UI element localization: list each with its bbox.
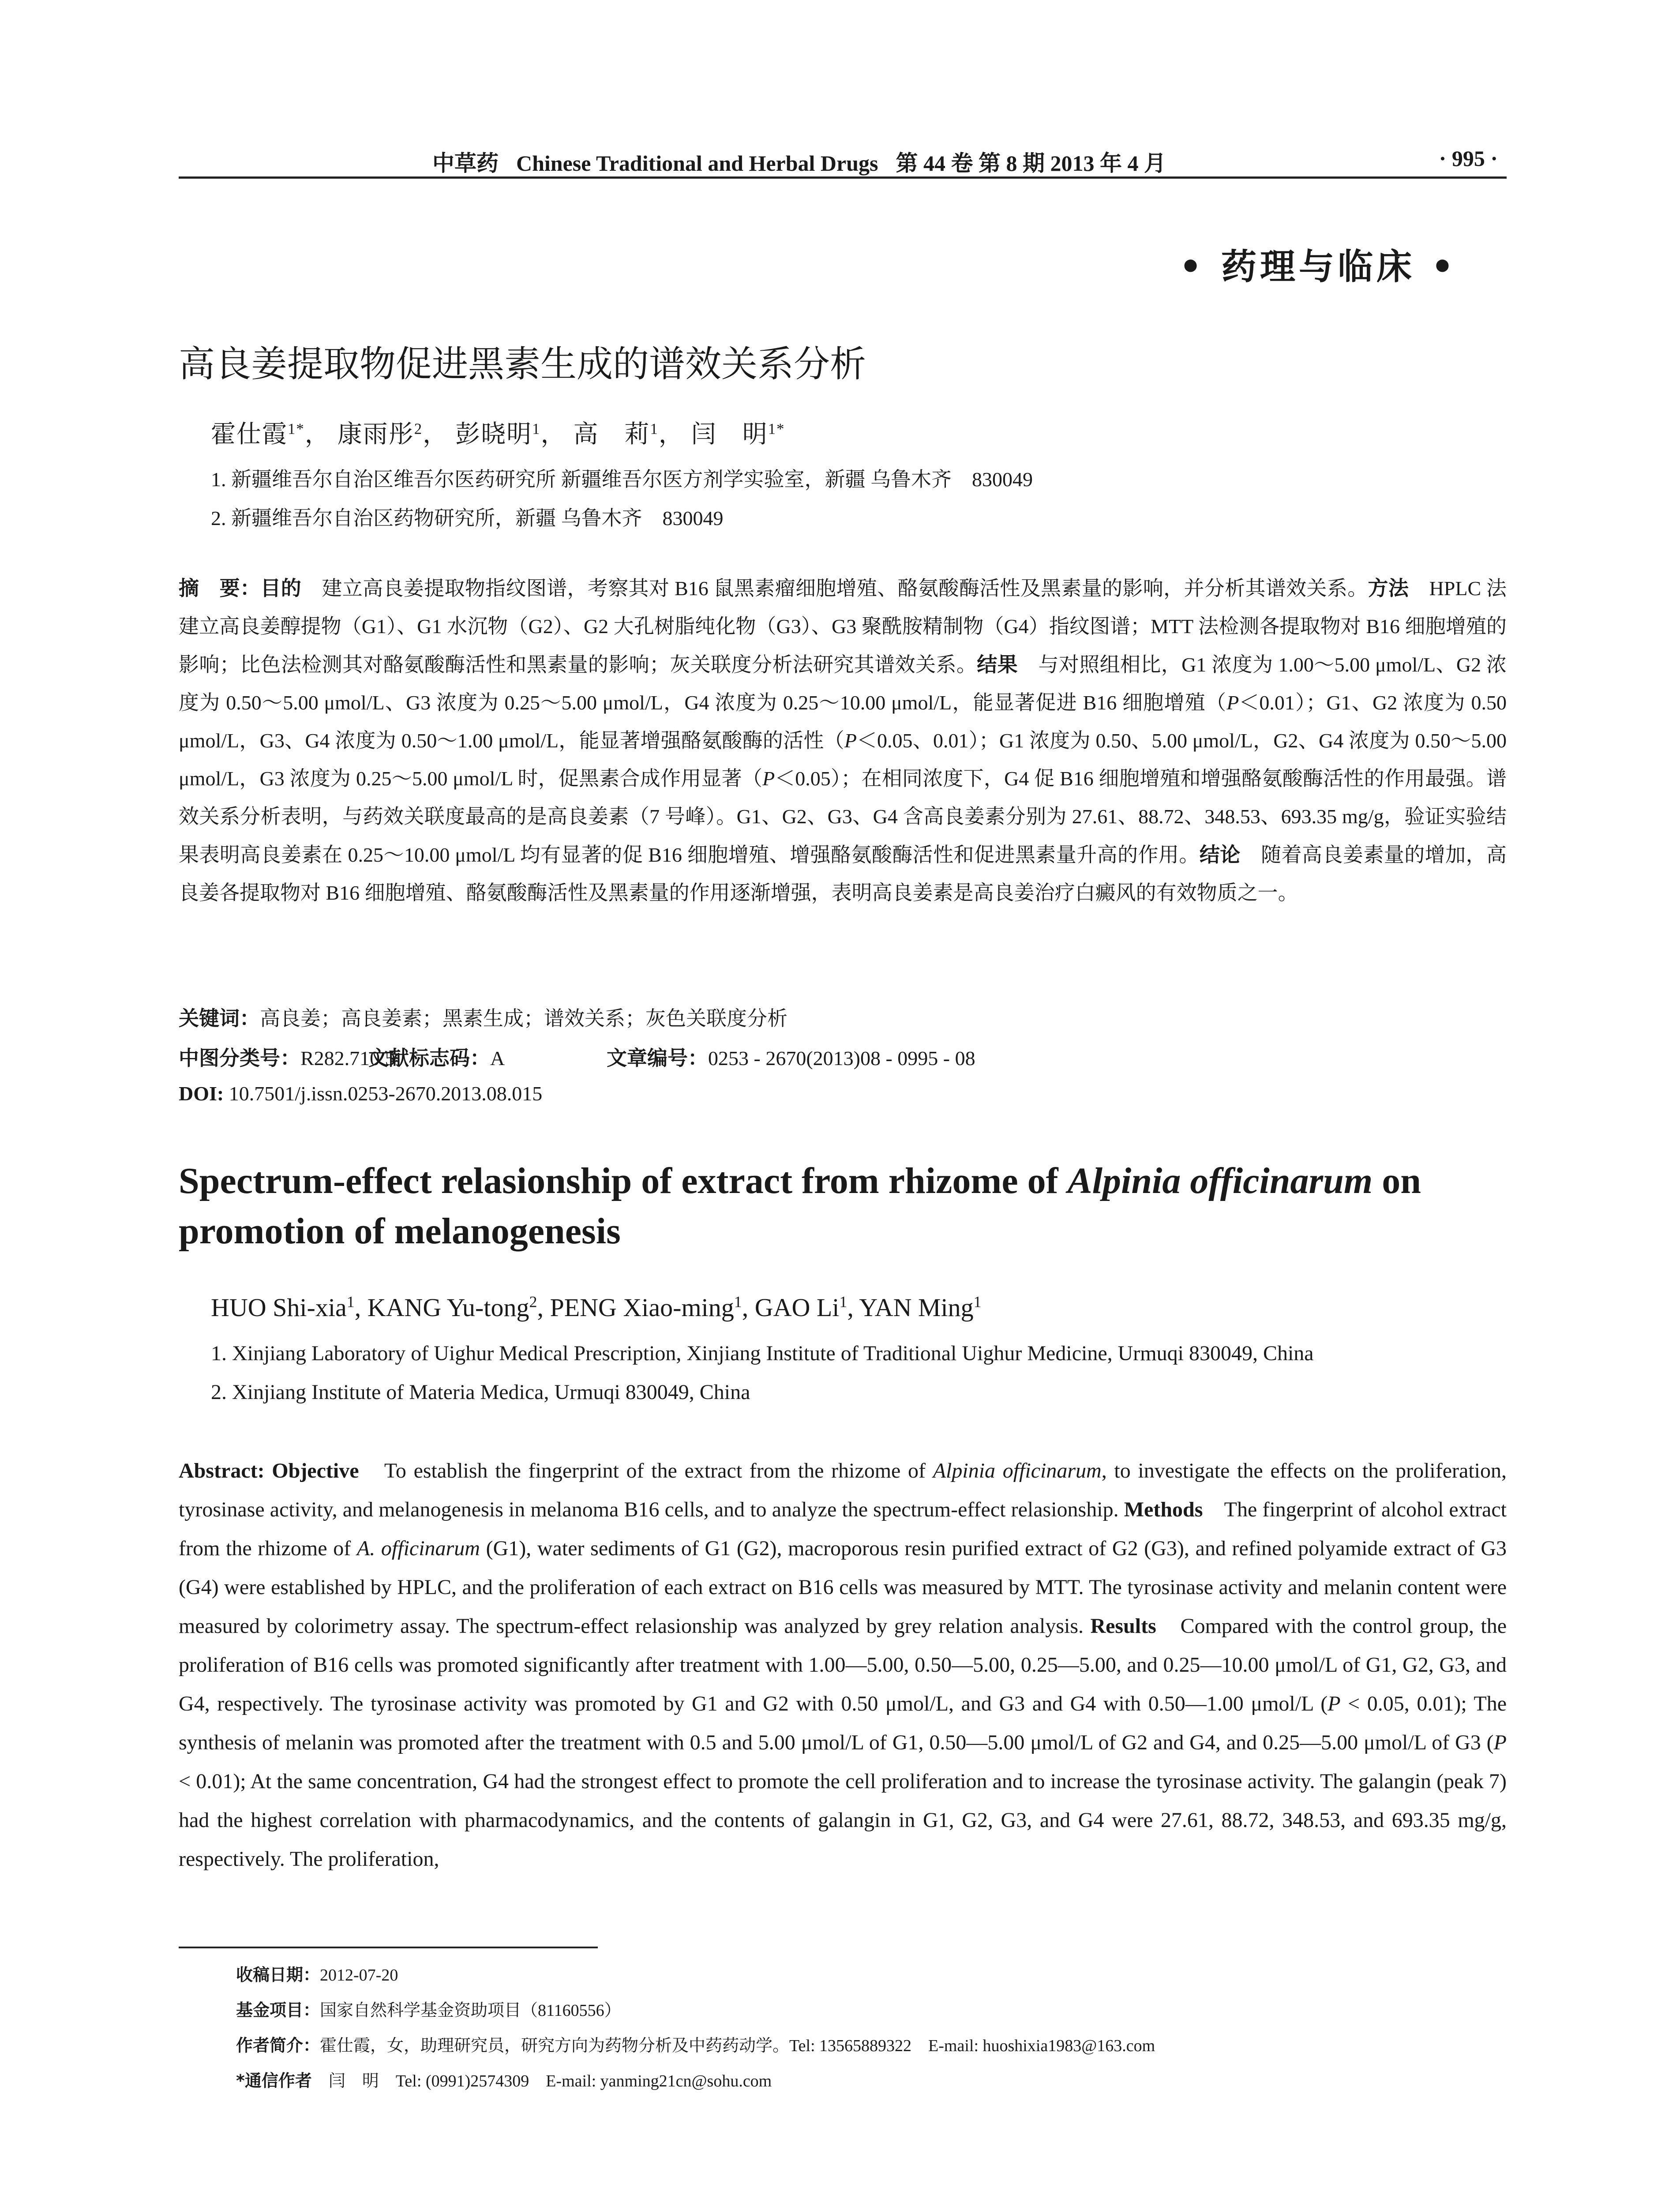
- author-affiliation-mark: 1: [839, 1293, 848, 1311]
- author-name: 高 莉: [573, 421, 650, 448]
- article-number-label: 文章编号：: [607, 1046, 708, 1070]
- keywords-value: 高良姜；高良姜素；黑素生成；谱效关系；灰色关联度分析: [260, 1007, 788, 1030]
- doi-label: DOI:: [179, 1082, 224, 1105]
- section-heading: • 药理与临床 •: [1179, 246, 1457, 287]
- species-name: Alpinia officinarum: [933, 1459, 1102, 1482]
- author-name: HUO Shi-xia: [211, 1293, 347, 1322]
- methods-text: HPLC 法建立高良姜醇提物（G1）、G1 水沉物（G2）、G2 大孔树脂纯化物（G3）、G3 聚酰胺精制物（G4）指纹图谱；MTT 法检测各提取物对 B16 细胞增殖的影响；比色法检测其对酪氨酸酶活性和黑素量的影响；灰关联度分析法研究其谱效关系。: [179, 577, 1507, 676]
- affiliation-en: 2. Xinjiang Institute of Materia Medica, Urmuqi 830049, China: [211, 1381, 750, 1404]
- methods-text: The fingerprint of alcohol extract from the rhizome of: [179, 1498, 1507, 1560]
- journal-name-cn: 中草药: [432, 150, 499, 176]
- clc-label: 中图分类号：: [179, 1046, 300, 1070]
- author-affiliation-mark: 1: [734, 1293, 742, 1311]
- author-name: PENG Xiao-ming: [550, 1293, 734, 1322]
- footnote-corresponding: [236, 2067, 772, 2091]
- p-value-symbol: P: [844, 729, 857, 752]
- doc-code-label: 文献标志码：: [368, 1046, 490, 1070]
- objective-text: 建立高良姜提取物指纹图谱，考察其对 B16 鼠黑素瘤细胞增殖、酪氨酸酶活性及黑素量的影响，并分析其谱效关系。: [301, 577, 1368, 600]
- author-name: 霍仕霞: [211, 421, 288, 448]
- received-value: 2012-07-20: [320, 1966, 398, 1985]
- corresponding-value: 闫 明 Tel: (0991)2574309 E-mail: yanming21cn@sohu.com: [311, 2072, 772, 2090]
- classification-line: [179, 1042, 975, 1071]
- article-number-value: 0253 - 2670(2013)08 - 0995 - 08: [708, 1047, 975, 1069]
- author-affiliation-mark: 2: [414, 420, 423, 438]
- affiliation-en: 1. Xinjiang Laboratory of Uighur Medical Prescription, Xinjiang Institute of Traditional Uighur Medicine, Urmuqi 830049, China: [211, 1342, 1314, 1365]
- clc-value: R282.710.5: [300, 1047, 395, 1069]
- author-name: 康雨彤: [337, 421, 414, 448]
- p-value-symbol: P: [1328, 1692, 1341, 1715]
- abstract-cn: [179, 569, 1507, 912]
- methods-text: (G1), water sediments of G1 (G2), macroporous resin purified extract of G2 (G3), and refined polyamide extract of G3 (G4) were established by HPLC, and the proliferation of each extract on B16 cells was measured by MTT. The tyrosinase activity and melanin content were measured by colorimetry assay. The spectrum-effect relasionship was analyzed by grey relation analysis.: [179, 1537, 1507, 1638]
- conclusion-label: 结论: [1199, 843, 1241, 867]
- abstract-objective-label: Abstract: Objective: [179, 1459, 359, 1482]
- results-text: ＜0.05）；在相同浓度下，G4 促 B16 细胞增殖和增强酪氨酸酶活性的作用最强。谱效关系分析表明，与药效关联度最高的是高良姜素（7 号峰）。G1、G2、G3、G4 含高良姜素分别为 27.61、88.72、348.53、693.35 mg/g，验证实验结果表明高良姜素在 0.25～10.00 μmol/L 均有显著的促 B16 细胞增殖、增强酪氨酸酶活性和促进黑素量升高的作用。: [179, 767, 1507, 866]
- title-en-part: on promotion of melanogenesis: [179, 1160, 1421, 1252]
- title-en-species: Alpinia officinarum: [1067, 1160, 1373, 1201]
- journal-name-en: Chinese Traditional and Herbal Drugs: [516, 151, 878, 176]
- footnote-author-bio: [236, 2032, 1155, 2056]
- author-name: YAN Ming: [859, 1293, 974, 1322]
- doi: [179, 1082, 542, 1105]
- journal-header: [432, 146, 1166, 177]
- p-value-symbol: P: [1493, 1731, 1507, 1754]
- results-text: ＜0.05、0.01）；G1 浓度为 0.50、5.00 μmol/L，G2、G4 浓度为 0.50～5.00 μmol/L，G3 浓度为 0.25～5.00 μmol/L 时，促黑素合成作用显著（: [179, 729, 1507, 790]
- abstract-label: 摘 要：: [179, 576, 261, 600]
- affiliation-cn: 2. 新疆维吾尔自治区药物研究所，新疆 乌鲁木齐 830049: [211, 507, 724, 529]
- methods-label: Methods: [1124, 1498, 1203, 1521]
- funding-label: 基金项目：: [236, 2000, 320, 2020]
- doc-code-value: A: [490, 1047, 505, 1069]
- abstract-en: [179, 1452, 1507, 1879]
- objective-label: 目的: [260, 576, 302, 600]
- objective-text: , to investigate the effects on the proliferation, tyrosinase activity, and melanogenesis in melanoma B16 cells, and to analyze the spectrum-effect relasionship.: [179, 1459, 1507, 1521]
- author-name: 彭晓明: [455, 421, 532, 448]
- article-title-cn: 高良姜提取物促进黑素生成的谱效关系分析: [179, 343, 866, 385]
- author-affiliation-mark: 1: [346, 1293, 355, 1311]
- p-value-symbol: P: [762, 767, 775, 790]
- methods-label: 方法: [1368, 576, 1409, 600]
- author-name: 闫 明: [691, 421, 768, 448]
- received-label: 收稿日期：: [236, 1965, 320, 1985]
- page-number: · 995 ·: [1439, 146, 1498, 171]
- keywords: [179, 1002, 788, 1032]
- author-affiliation-mark: 1: [973, 1293, 982, 1311]
- author-list-en: HUO Shi-xia$^1$, KANG Yu-tong$^2$, PENG Xiao-ming$^1$, GAO Li$^1$, YAN Ming$^1$: [211, 1293, 982, 1322]
- results-text: ＜0.01）；G1、G2 浓度为 0.50 μmol/L，G3、G4 浓度为 0.50～1.00 μmol/L，能显著增强酪氨酸酶的活性（: [179, 691, 1507, 752]
- header-rule: [179, 176, 1507, 179]
- results-text: < 0.05, 0.01); The synthesis of melanin was promoted after the treatment with 0.5 and 5.00 μmol/L of G1, 0.50—5.00 μmol/L of G2 and G4, and 0.25—5.00 μmol/L of G3 (: [179, 1692, 1507, 1754]
- p-value-symbol: P: [1226, 691, 1239, 714]
- author-name: KANG Yu-tong: [367, 1293, 529, 1322]
- results-label: 结果: [977, 653, 1018, 676]
- author-bio-label: 作者简介：: [236, 2036, 320, 2055]
- funding-value: 国家自然科学基金资助项目（81160556）: [320, 2001, 621, 2020]
- results-text: 与对照组相比，G1 浓度为 1.00～5.00 μmol/L、G2 浓度为 0.50～5.00 μmol/L、G3 浓度为 0.25～5.00 μmol/L，G4 浓度为 0.25～10.00 μmol/L，能显著促进 B16 细胞增殖（: [179, 653, 1507, 714]
- author-bio-value: 霍仕霞，女，助理研究员，研究方向为药物分析及中药药动学。Tel: 13565889322 E-mail: huoshixia1983@163.com: [320, 2037, 1155, 2055]
- results-label: Results: [1090, 1614, 1156, 1638]
- species-name: A. officinarum: [356, 1537, 480, 1560]
- author-affiliation-mark: 1: [532, 420, 541, 438]
- author-affiliation-mark: 1: [650, 420, 659, 438]
- author-affiliation-mark: 1*: [768, 420, 785, 438]
- author-affiliation-mark: 2: [529, 1293, 537, 1311]
- author-name: GAO Li: [754, 1293, 840, 1322]
- objective-text: To establish the fingerprint of the extract from the rhizome of: [359, 1459, 933, 1482]
- author-list-cn: 霍仕霞$^{1*}$， 康雨彤$^2$， 彭晓明$^1$， 高 莉$^1$， 闫 明$^{1*}$: [211, 420, 785, 448]
- footnote-funding: [236, 1996, 621, 2021]
- keywords-label: 关键词：: [179, 1006, 260, 1030]
- affiliation-cn: 1. 新疆维吾尔自治区维吾尔医药研究所 新疆维吾尔医方剂学实验室，新疆 乌鲁木齐 830049: [211, 468, 1033, 491]
- title-en-part: Spectrum-effect relasionship of extract from rhizome of: [179, 1160, 1068, 1201]
- footnote-rule: [179, 1947, 598, 1948]
- doi-value[interactable]: 10.7501/j.issn.0253-2670.2013.08.015: [224, 1082, 543, 1105]
- footnote-received: [236, 1961, 398, 1985]
- article-title-en: [179, 1156, 1507, 1257]
- conclusion-text: 随着高良姜素量的增加，高良姜各提取物对 B16 细胞增殖、酪氨酸酶活性及黑素量的作用逐渐增强，表明高良姜素是高良姜治疗白癜风的有效物质之一。: [179, 844, 1507, 904]
- results-text: Compared with the control group, the proliferation of B16 cells was promoted significantly after treatment with 1.00—5.00, 0.50—5.00, 0.25—5.00, and 0.25—10.00 μmol/L of G1, G2, G3, and G4, respectively. The tyrosinase activity was promoted by G1 and G2 with 0.50 μmol/L, and G3 and G4 with 0.50—1.00 μmol/L (: [179, 1614, 1507, 1715]
- running-header: [179, 140, 1507, 176]
- corresponding-label: *通信作者: [236, 2071, 312, 2090]
- results-text: < 0.01); At the same concentration, G4 had the strongest effect to promote the cell proliferation and to increase the tyrosinase activity. The galangin (peak 7) had the highest correlation with pharmacodynamics, and the contents of galangin in G1, G2, G3, and G4 were 27.61, 88.72, 348.53, and 693.35 mg/g, respectively. The proliferation,: [179, 1770, 1507, 1871]
- issue-info: 第 44 卷 第 8 期 2013 年 4 月: [896, 151, 1166, 176]
- author-affiliation-mark: 1*: [288, 420, 305, 438]
